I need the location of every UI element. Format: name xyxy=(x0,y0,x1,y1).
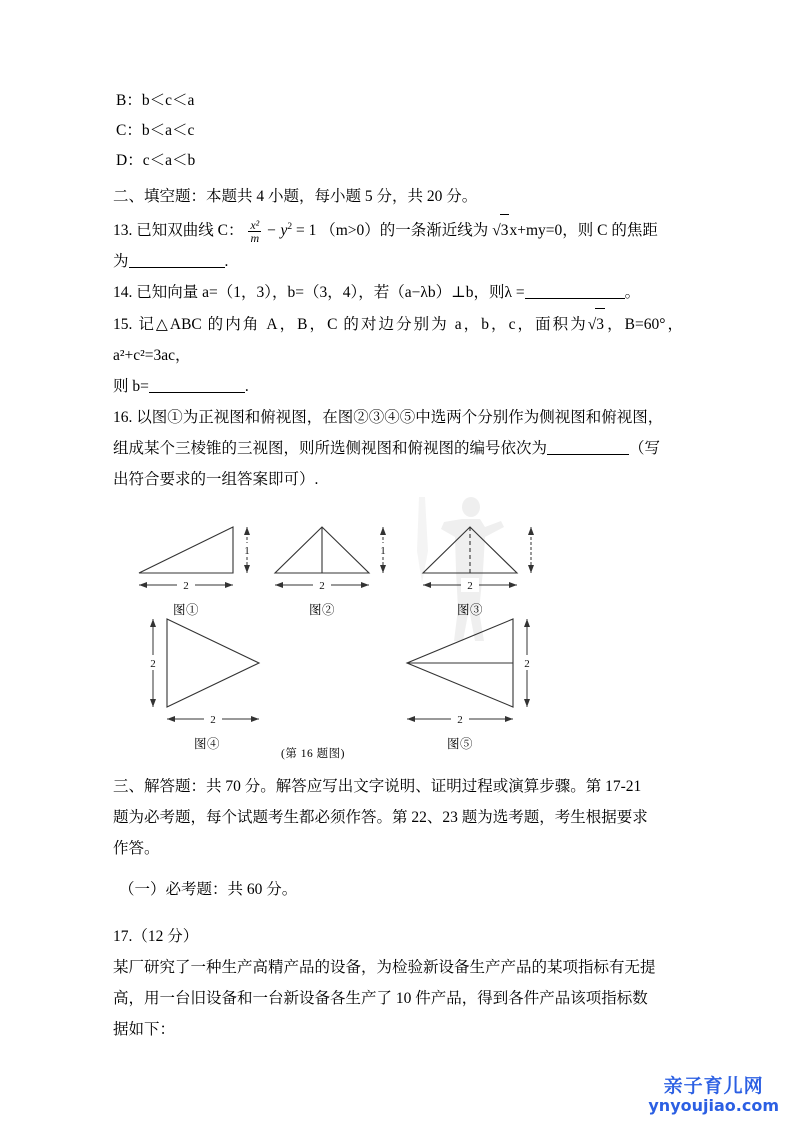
figure-5-dim-vertical: 2 xyxy=(524,658,530,671)
q13-fraction-numerator: x² xyxy=(250,217,260,232)
figure-4-dim-vertical: 2 xyxy=(150,658,156,671)
figure-1-dim-vertical: 1 xyxy=(244,545,250,558)
q13-radicand: 3 xyxy=(500,214,510,246)
figure-1-dim-horizontal: 2 xyxy=(183,580,189,593)
question-17-number: 17.（12 分） xyxy=(113,928,199,946)
question-15 xyxy=(113,308,683,371)
question-13-line2 xyxy=(113,246,683,277)
figure-1 xyxy=(129,515,259,618)
question-13 xyxy=(113,212,683,246)
figure-5-dim-horizontal: 2 xyxy=(457,714,463,727)
figure-1-caption: 图① xyxy=(172,603,199,618)
q13-equals: = 1 xyxy=(296,222,317,240)
q13-number: 13. xyxy=(113,222,133,240)
section-three-line3: 作答。 xyxy=(113,840,160,858)
q16-line2-suffix: （写 xyxy=(629,440,661,458)
figure-4-caption: 图④ xyxy=(193,737,220,752)
q13-fraction xyxy=(248,219,261,245)
question-16-line3: 出符合要求的一组答案即可）. xyxy=(113,471,319,489)
section-two-heading: 二、填空题：本题共 4 小题，每小题 5 分，共 20 分。 xyxy=(113,188,478,205)
q13-text-mid: − y xyxy=(266,222,288,240)
figure-2 xyxy=(265,515,395,618)
figure-5-caption: 图⑤ xyxy=(446,737,473,752)
section-three-subheading: （一）必考题：共 60 分。 xyxy=(119,881,298,899)
q13-line2-prefix: 为 xyxy=(113,253,129,271)
question-17-line2: 高，用一台旧设备和一台新设备各生产了 10 件产品，得到各件产品该项指标数 xyxy=(113,990,648,1008)
q15-line2-suffix: . xyxy=(244,378,249,396)
q13-sqrt-icon: √ xyxy=(492,222,501,240)
q13-fraction-denominator: m xyxy=(248,231,261,245)
document-content xyxy=(113,86,683,1045)
q13-exponent: 2 xyxy=(287,222,293,232)
q13-condition: （m>0）的一条渐近线为 xyxy=(320,222,489,240)
q14-answer-blank[interactable] xyxy=(525,284,625,299)
q16-answer-blank[interactable] xyxy=(547,440,629,455)
q14-suffix: 。 xyxy=(624,284,641,302)
q15-text-a: 记△ABC 的内角 A，B，C 的对边分别为 a，b，c，面积为 xyxy=(138,316,588,334)
figure-3-caption: 图③ xyxy=(456,603,483,618)
section-three-line2: 题为必考题，每个试题考生都必须作答。第 22、23 题为选考题，考生根据要求 xyxy=(113,809,648,827)
q13-text-before: 已知双曲线 C： xyxy=(136,222,244,240)
site-watermark-cn: 亲子育儿网 xyxy=(663,1075,764,1097)
figure-2-caption: 图② xyxy=(308,603,335,618)
site-watermark xyxy=(648,1077,779,1114)
q14-number: 14. xyxy=(113,284,133,302)
choice-option-b: B：b＜c＜a xyxy=(116,92,195,109)
choice-option-c: C：b＜a＜c xyxy=(116,122,195,139)
site-watermark-en: ynyoujiao.com xyxy=(648,1096,779,1115)
q16-line1-text: 以图①为正视图和俯视图，在图②③④⑤中选两个分别作为侧视图和俯视图， xyxy=(136,409,664,427)
figure-5-drawing xyxy=(385,607,555,727)
question-17-line3: 据如下： xyxy=(113,1021,176,1039)
question-16-line1 xyxy=(113,402,683,433)
q15-line2-prefix: 则 b= xyxy=(113,378,149,396)
section-three-line1: 三、解答题：共 70 分。解答应写出文字说明、证明过程或演算步骤。第 17-21 xyxy=(113,778,642,796)
q15-sqrt-icon: √ xyxy=(587,316,597,334)
q13-line2-suffix: . xyxy=(224,253,229,271)
question-14 xyxy=(113,277,683,308)
q15-radicand: 3 xyxy=(595,308,605,340)
question-17-line1: 某厂研究了一种生产高精产品的设备，为检验新设备生产产品的某项指标有无提 xyxy=(113,959,656,977)
figure-5 xyxy=(385,607,555,752)
figure-3-drawing xyxy=(413,515,543,593)
figure-4-drawing xyxy=(137,607,297,727)
question-15-line2 xyxy=(113,371,683,402)
figure-4 xyxy=(137,607,297,752)
figure-group-q16 xyxy=(113,507,683,767)
q14-text: 已知向量 a=（1，3），b=（3，4），若（a−λb）⊥b，则λ = xyxy=(136,284,525,302)
figure-1-drawing xyxy=(129,515,259,593)
q15-answer-blank[interactable] xyxy=(149,378,245,393)
figure-2-drawing xyxy=(265,515,395,593)
q13-answer-blank[interactable] xyxy=(129,253,225,268)
figure-3-dim-horizontal: 2 xyxy=(467,580,473,593)
figure-group-caption: (第 16 题图) xyxy=(281,748,345,761)
figure-4-dim-horizontal: 2 xyxy=(210,714,216,727)
q15-number: 15. xyxy=(113,316,133,334)
q13-text-after: x+my=0，则 C 的焦距 xyxy=(509,222,658,240)
figure-2-dim-horizontal: 2 xyxy=(319,580,325,593)
q16-number: 16. xyxy=(113,409,133,427)
choice-option-d: D：c＜a＜b xyxy=(116,152,196,169)
q15-text-b: ，B=60°，a²+c²=3ac， xyxy=(113,316,684,365)
question-16-line2 xyxy=(113,433,683,464)
figure-3 xyxy=(413,515,543,618)
q16-line2-text: 组成某个三棱锥的三视图，则所选侧视图和俯视图的编号依次为 xyxy=(113,440,548,458)
figure-2-dim-vertical: 1 xyxy=(380,545,386,558)
